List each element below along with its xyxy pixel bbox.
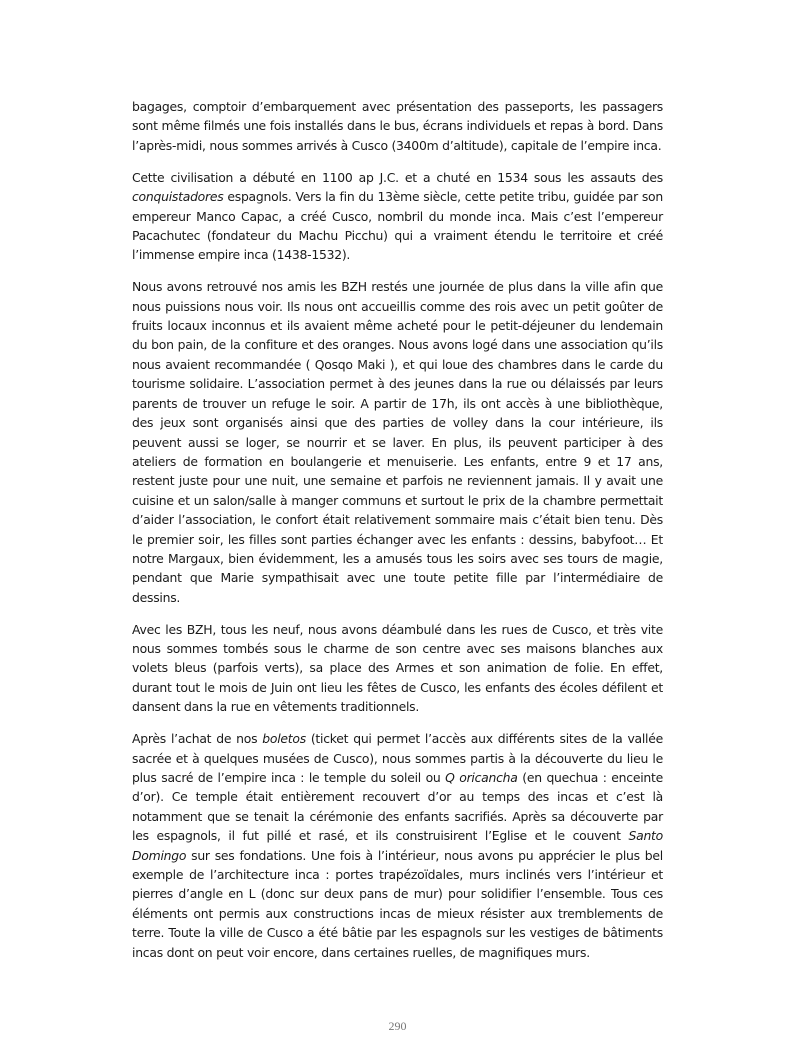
document-page (132, 97, 663, 975)
page-number: 290 (388, 1019, 407, 1033)
paragraph-text: Avec les BZH, tous les neuf, nous avons déambulé dans les rues de Cusco, et très vite nous sommes tombés sous le charme de son centre avec ses maisons blanches aux volets bleus (parfois verts), sa place des Armes et son animation de folie. En effet, durant tout le mois de Juin ont lieu les fêtes de Cusco, les enfants des écoles défilent et dansent dans la rue en vêtements traditionnels. (132, 621, 663, 715)
paragraph-text: (en quechua : enceinte d’or). Ce temple était entièrement recouvert d’or au temps des incas et c’est là notamment que se tenait la cérémonie des enfants sacrifiés. Après sa découverte par les espagnols, il fut pillé et rasé, et ils construisirent l’Eglise et le couvent (132, 770, 663, 844)
paragraph-text: espagnols. Vers la fin du 13ème siècle, cette petite tribu, guidée par son empereur Manco Capac, a créé Cusco, nombril du monde inca. Mais c’est l’empereur Pacachutec (fondateur du Machu Picchu) qui a vraiment étendu le territoire et créé l’immense empire inca (1438-1532). (132, 189, 663, 263)
paragraph-cusco-streets (132, 620, 663, 717)
paragraph-inca-history (132, 168, 663, 265)
paragraph-text: Cette civilisation a débuté en 1100 ap J.C. et a chuté en 1534 sous les assauts des (132, 169, 663, 185)
paragraph-text: bagages, comptoir d’embarquement avec présentation des passeports, les passagers sont même filmés une fois installés dans le bus, écrans individuels et repas à bord. Dans l’après-midi, nous sommes arrivés à Cusco (3400m d’altitude), capitale de l’empire inca. (132, 99, 663, 153)
paragraph-text: Après l’achat de nos (132, 731, 263, 747)
italic-term: boletos (262, 731, 306, 747)
paragraph-qoricancha (132, 729, 663, 962)
paragraph-flight-arrival (132, 97, 663, 155)
paragraph-text: Nous avons retrouvé nos amis les BZH restés une journée de plus dans la ville afin que nous puissions nous voir. Ils nous ont accueillis comme des rois avec un petit goûter de fruits locaux inconnus et ils avaient même acheté pour le petit-déjeuner du lendemain du bon pain, de la confiture et des oranges. Nous avons logé dans une association qu’ils nous avaient recommandée ( Qosqo Maki ), et qui loue des chambres dans le carde du tourisme solidaire. L’association permet à des jeunes dans la rue ou délaissés par leurs parents de trouver un refuge le soir. A partir de 17h, ils ont accès à une bibliothèque, des jeux sont organisés ainsi que des parties de volley dans la cour intérieure, ils peuvent aussi se loger, se nourrir et se laver. En plus, ils peuvent participer à des ateliers de formation en boulangerie et menuiserie. Les enfants, entre 9 et 17 ans, restent juste pour une nuit, une semaine et parfois ne reviennent jamais. Il y avait une cuisine et un salon/salle à manger communs et surtout le prix de la chambre permettait d’aider l’association, le confort était relativement sommaire mais c’était bien tenu. Dès le premier soir, les filles sont parties échanger avec les enfants : dessins, babyfoot… Et notre Margaux, bien évidemment, les a amusés tous les soirs avec ses tours de magie, pendant que Marie sympathisait avec une toute petite fille par l’intermédiaire de dessins. (132, 279, 663, 605)
paragraph-association (132, 277, 663, 607)
paragraph-text: sur ses fondations. Une fois à l’intérieur, nous avons pu apprécier le plus bel exemple de l’architecture inca : portes trapézoïdales, murs inclinés vers l’intérieur et pierres d’angle en L (donc sur deux pans de mur) pour solidifier l’ensemble. Tous ces éléments ont permis aux constructions incas de mieux résister aux tremblements de terre. Toute la ville de Cusco a été bâtie par les espagnols sur les vestiges de bâtiments incas dont on peut voir encore, dans certaines ruelles, de magnifiques murs. (132, 847, 663, 960)
italic-term: conquistadores (132, 189, 224, 205)
italic-term: Santo Domingo (132, 828, 663, 863)
italic-term: Q oricancha (445, 770, 518, 785)
paragraph-text: (ticket qui permet l’accès aux différents sites de la vallée sacrée et à quelques musées de Cusco), nous sommes partis à la découverte du lieu le plus sacré de l’empire inca : le temple du soleil ou (132, 731, 663, 785)
